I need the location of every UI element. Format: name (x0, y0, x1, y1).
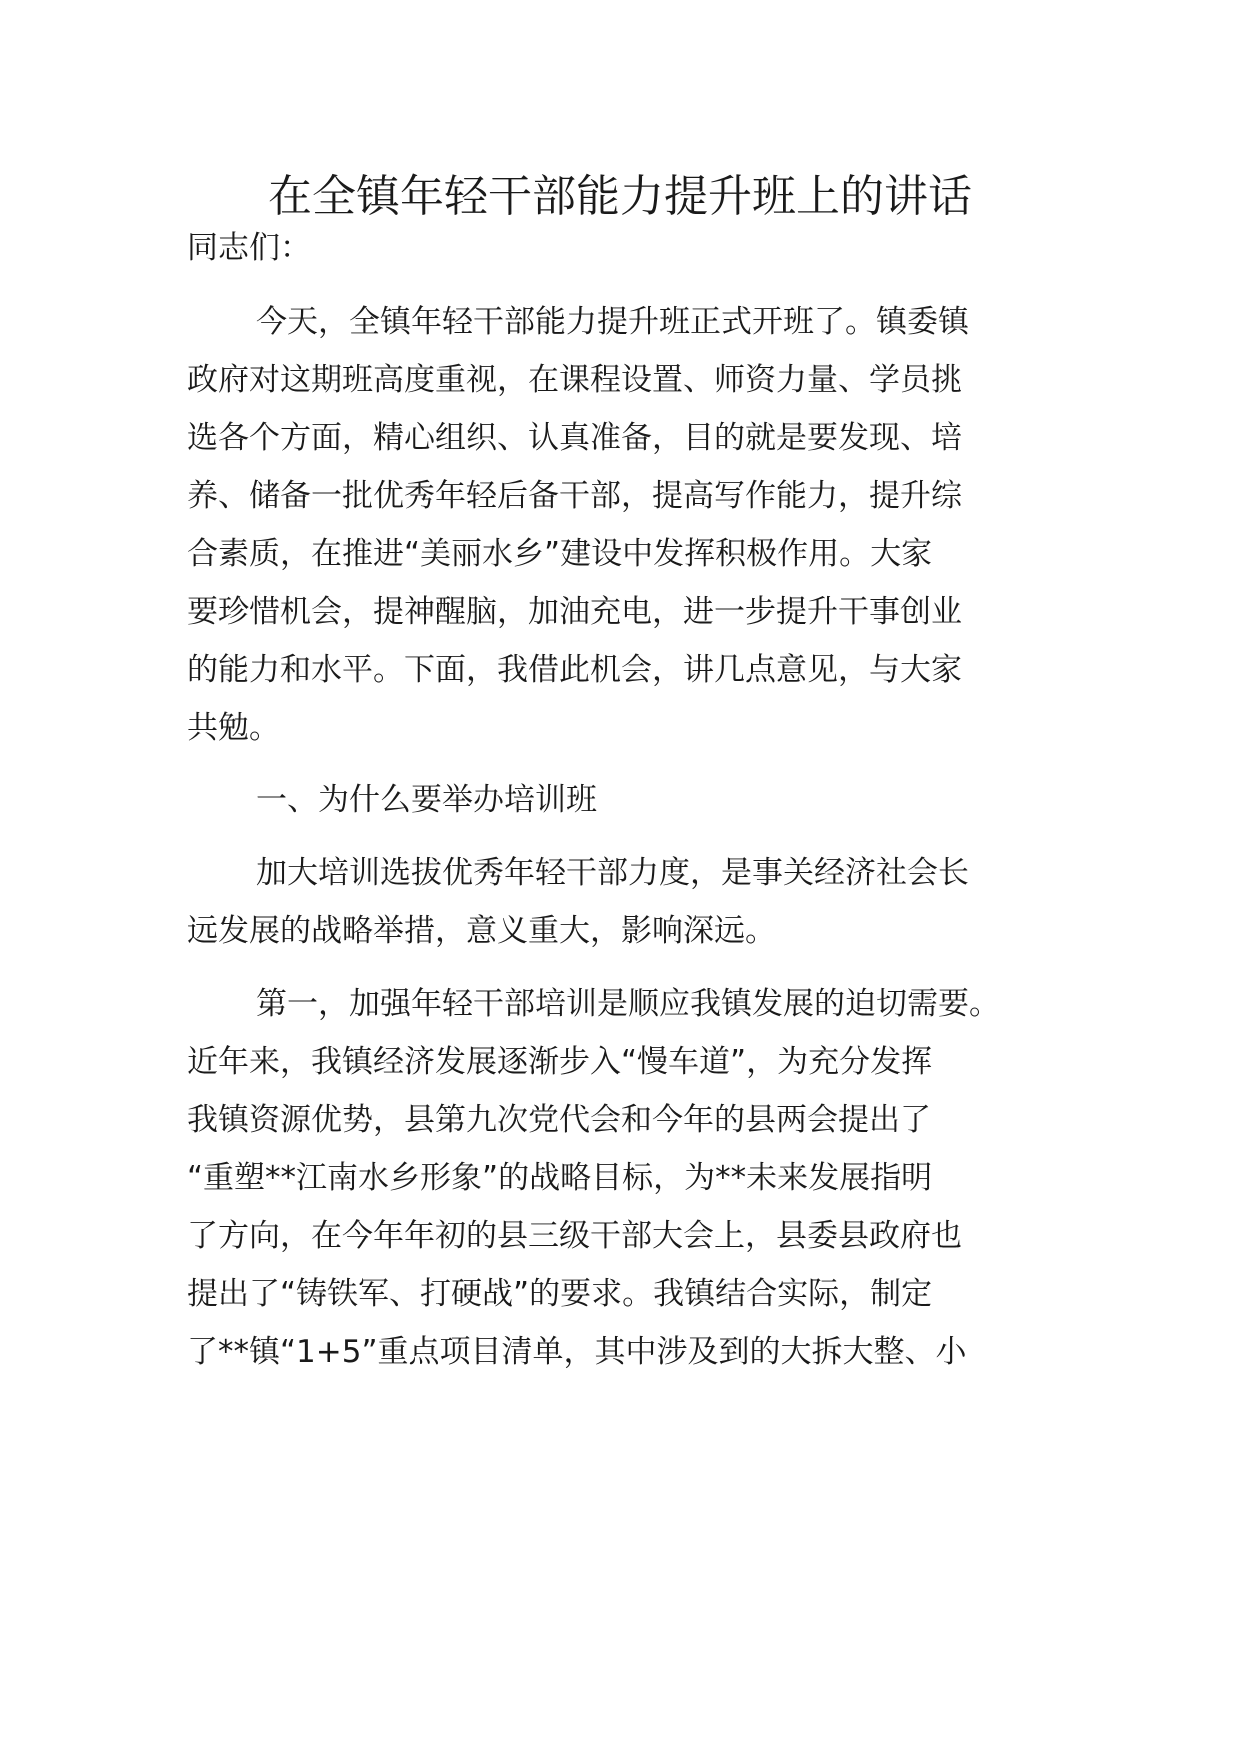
paragraph-line: 提出了“铸铁军、打硬战”的要求。我镇结合实际，制定 (187, 1276, 933, 1312)
paragraph-line: 加大培训选拔优秀年轻干部力度，是事关经济社会长 (256, 855, 969, 891)
paragraph-line: 合素质，在推进“美丽水乡”建设中发挥积极作用。大家 (187, 536, 933, 572)
paragraph-line: 近年来，我镇经济发展逐渐步入“慢车道”，为充分发挥 (187, 1044, 933, 1080)
salutation: 同志们： (187, 230, 311, 266)
paragraph-line: 今天，全镇年轻干部能力提升班正式开班了。镇委镇 (256, 304, 969, 340)
document-title: 在全镇年轻干部能力提升班上的讲话 (268, 171, 972, 222)
paragraph-line: 政府对这期班高度重视，在课程设置、师资力量、学员挑 (187, 362, 962, 398)
paragraph-line: 养、储备一批优秀年轻后备干部，提高写作能力，提升综 (187, 478, 962, 514)
paragraph-line: 要珍惜机会，提神醒脑，加油充电，进一步提升干事创业 (187, 594, 962, 630)
paragraph-line: 远发展的战略举措，意义重大，影响深远。 (187, 913, 776, 949)
paragraph-line: “重塑**江南水乡形象”的战略目标，为**未来发展指明 (187, 1160, 933, 1196)
paragraph-line: 的能力和水平。下面，我借此机会，讲几点意见，与大家 (187, 652, 962, 688)
paragraph-line: 我镇资源优势，县第九次党代会和今年的县两会提出了 (187, 1102, 931, 1138)
paragraph-line: 了**镇“1+5”重点项目清单，其中涉及到的大拆大整、小 (187, 1334, 967, 1370)
paragraph-line: 了方向，在今年年初的县三级干部大会上，县委县政府也 (187, 1218, 962, 1254)
paragraph-line: 第一，加强年轻干部培训是顺应我镇发展的迫切需要。 (256, 986, 1000, 1022)
section-heading: 一、为什么要举办培训班 (256, 782, 597, 818)
paragraph-line: 共勉。 (187, 710, 280, 746)
paragraph-line: 选各个方面，精心组织、认真准备，目的就是要发现、培 (187, 420, 962, 456)
